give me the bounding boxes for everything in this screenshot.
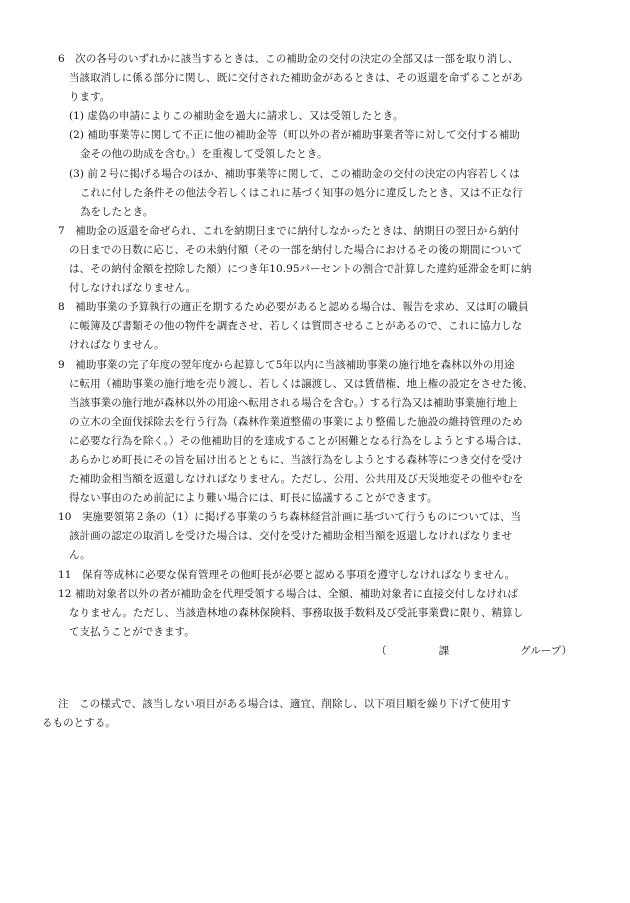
clause-9-line-7: た補助金相当額を返還しなければなりません。ただし、公用、公共用及び天災地変その他やむを xyxy=(69,473,524,486)
clause-6-sub-1 xyxy=(58,107,578,126)
clause-6 xyxy=(58,50,578,222)
clause-9-line-3: 当該事業の施行地が森林以外の用途へ転用される場合を含む。）する行為又は補助事業施行地上 xyxy=(69,396,518,409)
clause-12-line-1: 12 補助対象者以外の者が補助金を代理受領する場合は、全額、補助対象者に直接交付しなければ xyxy=(58,587,518,600)
clause-8-line-1: 8 補助事業の予算執行の適正を期するため必要があると認める場合は、報告を求め、又は町の職員 xyxy=(58,301,529,314)
clause-9-line-2: に転用（補助事業の施行地を売り渡し、若しくは譲渡し、又は賃借権、地上権の設定をさせた後、 xyxy=(69,377,534,390)
clause-7-line-2: の日までの日数に応じ、その未納付額（その一部を納付した場合におけるその後の期間について xyxy=(69,243,523,256)
clause-6-line-1: 6 次の各号のいずれかに該当するときは、この補助金の交付の決定の全部又は一部を取り消し、 xyxy=(58,53,519,65)
signature-group: グループ） xyxy=(519,644,572,657)
department-signature xyxy=(58,642,578,661)
clause-6-sub-1-line-1: (1) 虚偽の申請によりこの補助金を過大に請求し、又は受領したとき。 xyxy=(69,110,404,123)
clause-12 xyxy=(58,585,578,642)
clause-7-line-4: 付しなければなりません。 xyxy=(69,282,197,295)
clause-6-sub-3-line-3: 為をしたとき。 xyxy=(80,205,154,218)
clause-6-sub-2-line-1: (2) 補助事業等に関して不正に他の補助金等（町以外の者が補助事業者等に対して交付する補助 xyxy=(69,129,520,142)
clause-9-line-5: に必要な行為を除く。）その他補助目的を達成することが困難となる行為をしようとする場合は、 xyxy=(69,434,528,447)
clause-6-sub-3-line-2: これに付した条件その他法令若しくはこれに基づく知事の処分に違反したとき、又は不正な行 xyxy=(80,186,523,199)
clause-6-sub-2-line-2: 金その他の助成を含む。）を重複して受領したとき。 xyxy=(80,148,328,161)
clause-11 xyxy=(58,566,578,585)
clause-10-line-2: 該計画の認定の取消しを受けた場合は、交付を受けた補助金相当額を返還しなければなりませ xyxy=(69,530,513,543)
clause-8-line-2: に帳簿及び書類その他の物件を調査させ、若しくは質問させることがあるので、これに協力しな xyxy=(69,320,523,333)
clause-10-line-1: 10 実施要領第２条の（1）に掲げる事業のうち森林経営計画に基づいて行うものについては、当 xyxy=(58,511,522,524)
clause-6-line-2: 当該取消しに係る部分に関し、既に交付された補助金があるときは、その返還を命ずることがあ xyxy=(69,72,523,85)
form-note xyxy=(42,695,578,733)
clause-6-sub-3-line-1: (3) 前２号に掲げる場合のほか、補助事業等に関して、この補助金の交付の決定の内容若しくは xyxy=(69,167,520,180)
clause-12-line-3: て支払うことができます。 xyxy=(69,625,195,638)
clause-10-line-3: ん。 xyxy=(69,549,91,562)
clause-9-line-4: の立木の全面伐採除去を行う行為（森林作業道整備の事業により整備した施設の維持管理のため xyxy=(69,415,523,428)
clause-8-line-3: ければなりません。 xyxy=(69,339,165,352)
clause-6-sub-2 xyxy=(58,126,578,164)
clause-11-line-1: 11 保育等成林に必要な保育管理その他町長が必要と認める事項を遵守しなければなりません。 xyxy=(58,568,516,581)
clause-8 xyxy=(58,298,578,355)
clause-9-line-8: 得ない事由のため前記により難い場合には、町長に協議することができます。 xyxy=(69,492,438,505)
note-line-2: るものとする。 xyxy=(42,717,116,730)
clause-12-line-2: なりません。ただし、当該造林地の森林保険料、事務取扱手数料及び受託事業費に限り、精算し xyxy=(69,606,524,619)
clause-7-line-1: 7 補助金の返還を命ぜられ、これを納期日までに納付しなかったときは、納期日の翌日から納付 xyxy=(58,224,520,237)
clause-6-line-3: ります。 xyxy=(69,91,111,104)
clause-list xyxy=(58,50,578,661)
clause-6-sub-3 xyxy=(58,165,578,222)
clause-9 xyxy=(58,356,578,509)
clause-7-line-3: は、その納付金額を控除した額）につき年10.95パーセントの割合で計算した違約延滞金を町に納 xyxy=(69,263,532,276)
signature-ka: 課 xyxy=(438,644,450,657)
clause-10 xyxy=(58,508,578,565)
clause-9-line-1: 9 補助事業の完了年度の翌年度から起算して5年以内に当該補助事業の施行地を森林以外の用途 xyxy=(58,358,515,371)
note-line-1: 注 この様式で、該当しない項目がある場合は、適宜、削除し、以下項目順を繰り下げて使用す xyxy=(58,698,512,710)
signature-open-paren: （ xyxy=(376,644,387,657)
clause-9-line-6: あらかじめ町長にその旨を届け出るとともに、当該行為をしようとする森林等につき交付を受け xyxy=(69,453,523,466)
clause-7 xyxy=(58,222,578,298)
